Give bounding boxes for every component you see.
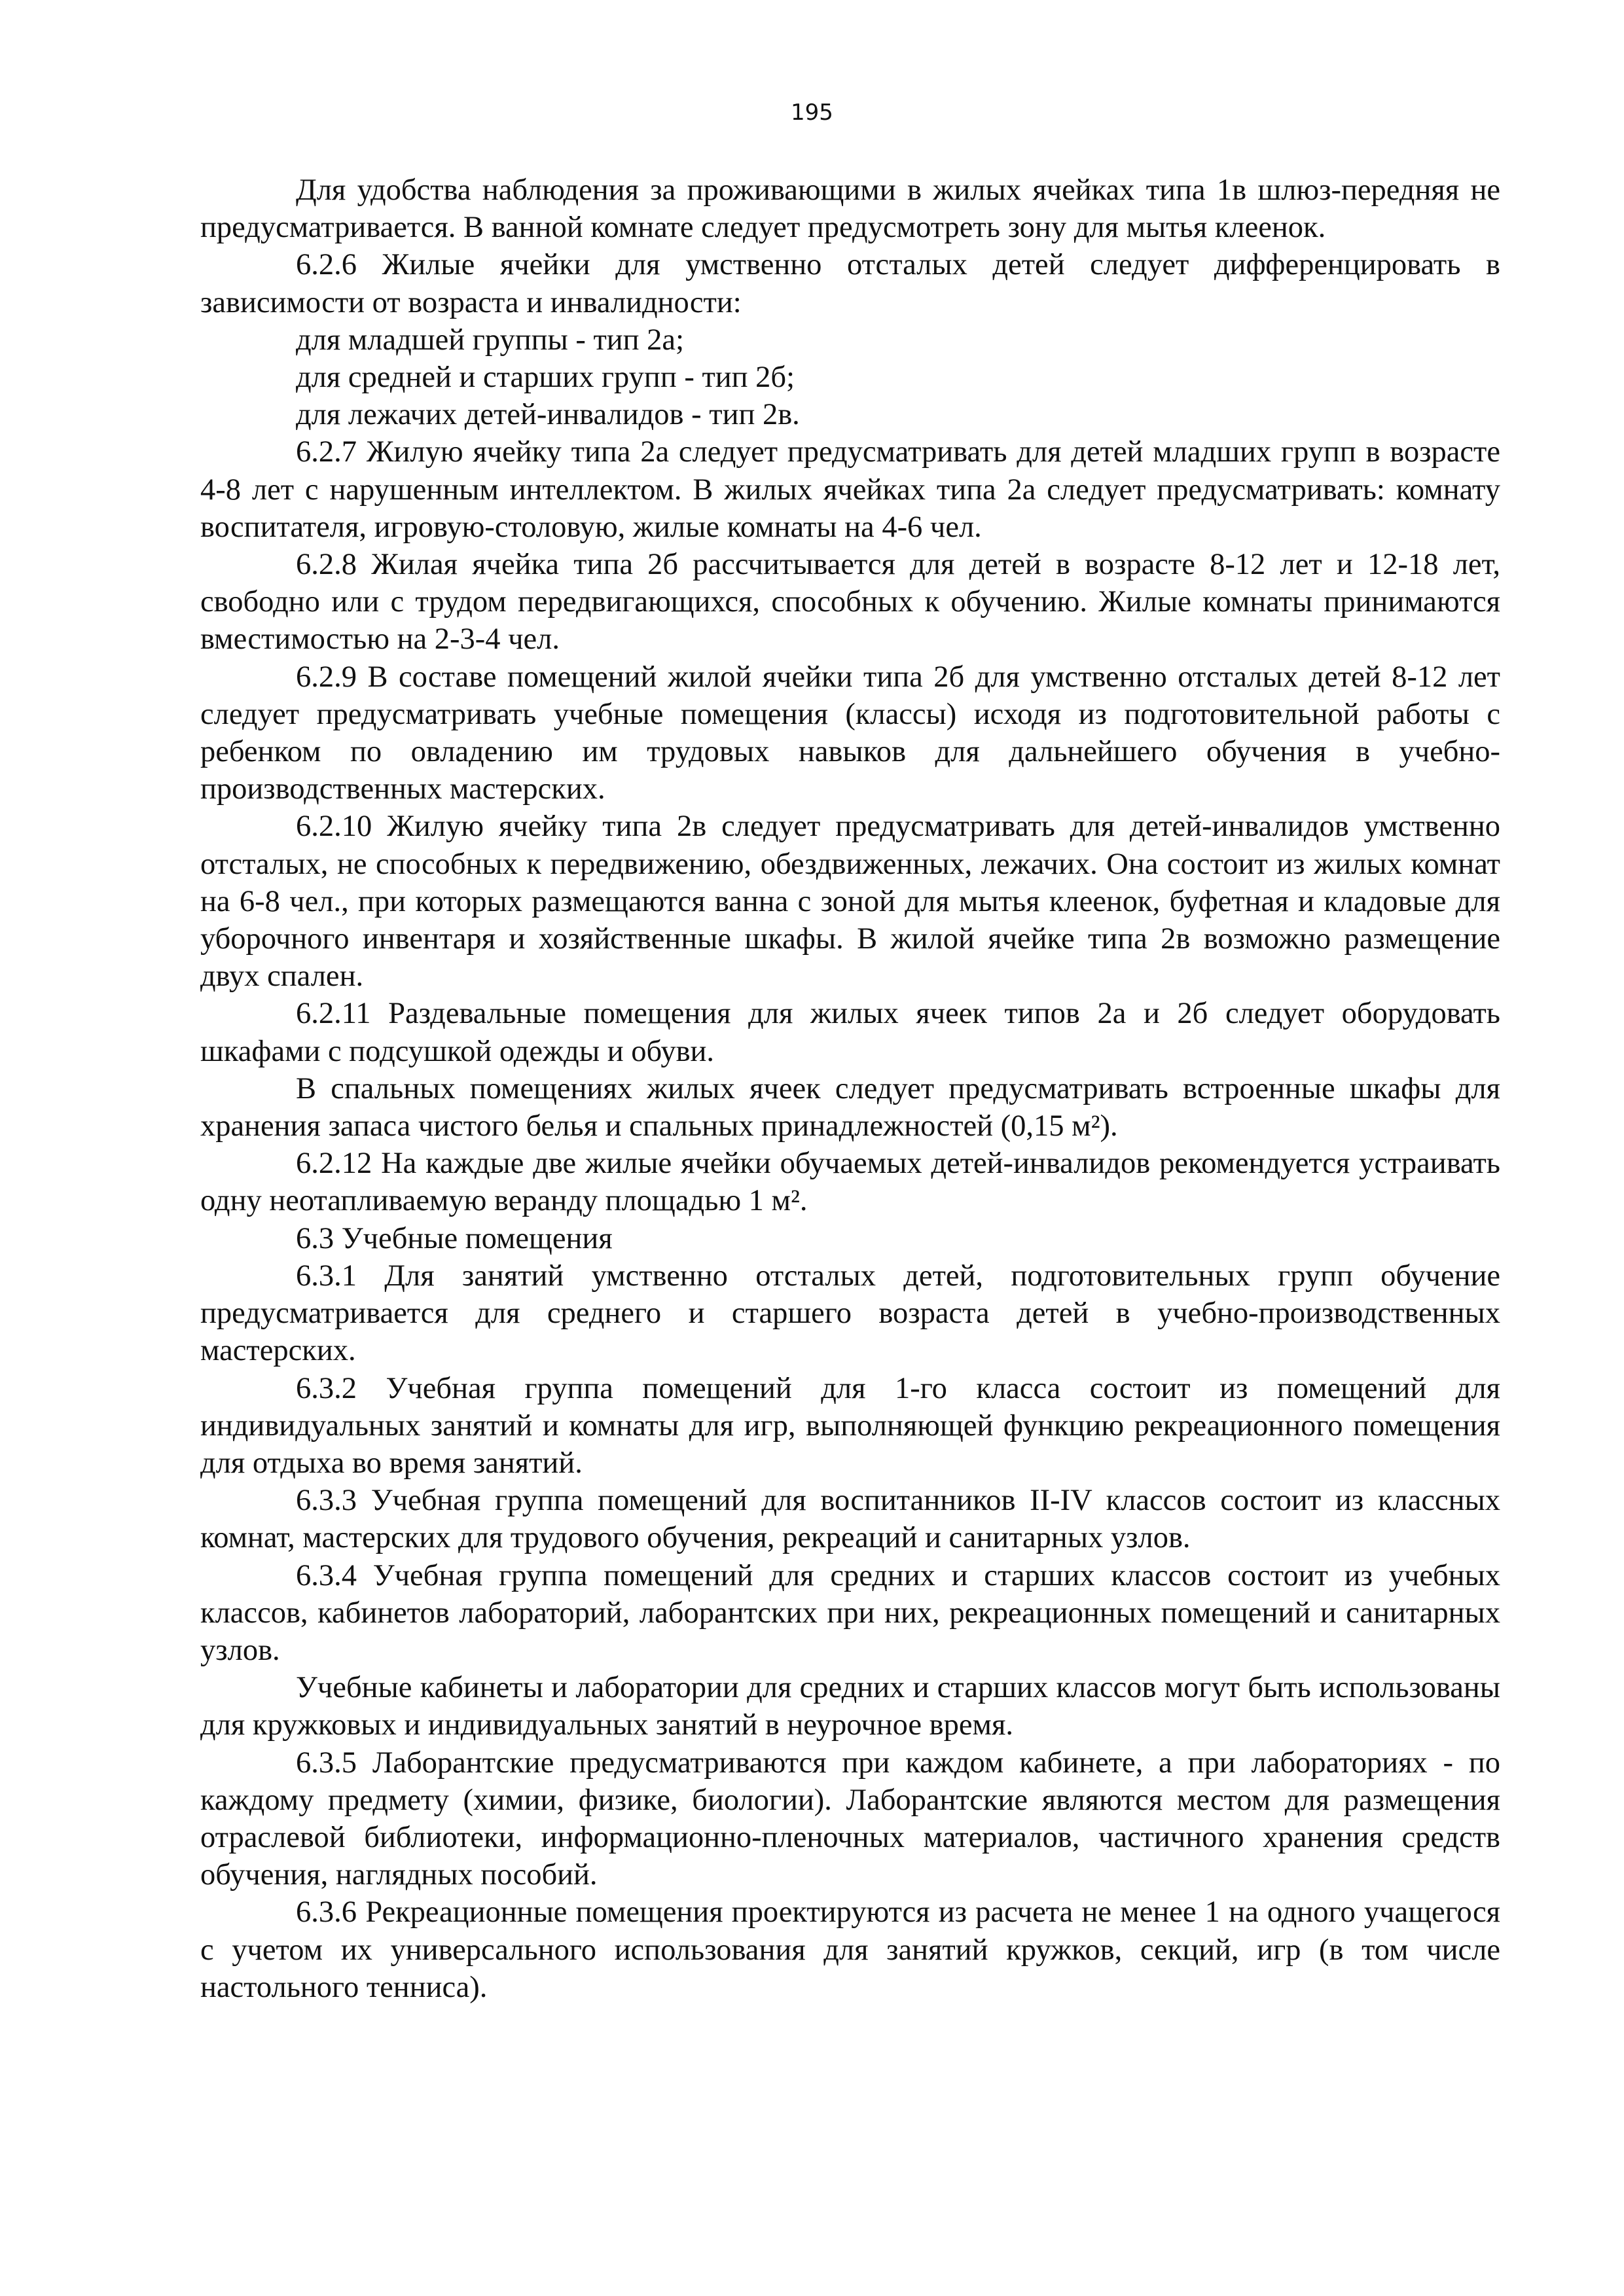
paragraph-6-2-6: 6.2.6 Жилые ячейки для умственно отсталых детей следует дифференцировать в зависимости от возраста и инвалидности:	[200, 248, 1500, 319]
paragraph-intro: Для удобства наблюдения за проживающими в жилых ячейках типа 1в шлюз-передняя не предусматривается. В ванной комнате следует предусмотреть зону для мытья клеенок.	[200, 173, 1500, 245]
list-item-middle-senior: для средней и старших групп - тип 2б;	[296, 361, 795, 395]
paragraph-bedroom-cabinets: В спальных помещениях жилых ячеек следует предусматривать встроенные шкафы для хранения запаса чистого белья и спальных принадлежностей (0,15 м²).	[200, 1071, 1500, 1143]
page-number: 195	[791, 99, 833, 126]
paragraph-6-3-6: 6.3.6 Рекреационные помещения проектируются из расчета не менее 1 на одного учащегося с учетом их универсального использования для занятий кружков, секций, игр (в том числе настольного тенниса).	[200, 1895, 1500, 2004]
document-body	[200, 171, 1500, 2006]
paragraph-cabinets-usage: Учебные кабинеты и лаборатории для средних и старших классов могут быть использованы для кружковых и индивидуальных занятий в неурочное время.	[200, 1671, 1500, 1742]
paragraph-6-2-12: 6.2.12 На каждые две жилые ячейки обучаемых детей-инвалидов рекомендуется устраивать одну неотапливаемую веранду площадью 1 м².	[200, 1147, 1500, 1218]
paragraph-6-2-9: 6.2.9 В составе помещений жилой ячейки типа 2б для умственно отсталых детей 8-12 лет следует предусматривать учебные помещения (классы) исходя из подготовительной работы с ребенком по овладению им трудовых навыков для дальнейшего обучения в учебно-производственных мастерских.	[200, 660, 1500, 806]
list-item-bedridden: для лежачих детей-инвалидов - тип 2в.	[296, 398, 800, 432]
paragraph-6-2-10: 6.2.10 Жилую ячейку типа 2в следует предусматривать для детей-инвалидов умственно отсталых, не способных к передвижению, обездвиженных, лежачих. Она состоит из жилых комнат на 6-8 чел., при которых размещаются ванна с зоной для мытья клеенок, буфетная и кладовые для уборочного инвентаря и хозяйственные шкафы. В жилой ячейке типа 2в возможно размещение двух спален.	[200, 810, 1500, 994]
paragraph-6-2-11: 6.2.11 Раздевальные помещения для жилых ячеек типов 2а и 2б следует оборудовать шкафами с подсушкой одежды и обуви.	[200, 997, 1500, 1068]
list-item-junior: для младшей группы - тип 2а;	[296, 323, 684, 357]
paragraph-6-2-7: 6.2.7 Жилую ячейку типа 2а следует предусматривать для детей младших групп в возрасте 4-8 лет с нарушенным интеллектом. В жилых ячейках типа 2а следует предусматривать: комнату воспитателя, игровую-столовую, жилые комнаты на 4-6 чел.	[200, 435, 1500, 544]
paragraph-6-3-5: 6.3.5 Лаборантские предусматриваются при каждом кабинете, а при лабораториях - по каждому предмету (химии, физике, биологии). Лаборантские являются местом для размещения отраслевой библиотеки, информационно-пленочных материалов, частичного хранения средств обучения, наглядных пособий.	[200, 1746, 1500, 1892]
paragraph-6-3-3: 6.3.3 Учебная группа помещений для воспитанников II-IV классов состоит из классных комнат, мастерских для трудового обучения, рекреаций и санитарных узлов.	[200, 1484, 1500, 1555]
section-heading-6-3: 6.3 Учебные помещения	[296, 1221, 613, 1255]
paragraph-6-3-1: 6.3.1 Для занятий умственно отсталых детей, подготовительных групп обучение предусматривается для среднего и старшего возраста детей в учебно-производственных мастерских.	[200, 1259, 1500, 1368]
paragraph-6-3-2: 6.3.2 Учебная группа помещений для 1-го класса состоит из помещений для индивидуальных занятий и комнаты для игр, выполняющей функцию рекреационного помещения для отдыха во время занятий.	[200, 1371, 1500, 1480]
paragraph-6-2-8: 6.2.8 Жилая ячейка типа 2б рассчитывается для детей в возрасте 8-12 лет и 12-18 лет, свободно или с трудом передвигающихся, способных к обучению. Жилые комнаты принимаются вместимостью на 2-3-4 чел.	[200, 548, 1500, 656]
paragraph-6-3-4: 6.3.4 Учебная группа помещений для средних и старших классов состоит из учебных классов, кабинетов лабораторий, лаборантских при них, рекреационных помещений и санитарных узлов.	[200, 1558, 1500, 1667]
